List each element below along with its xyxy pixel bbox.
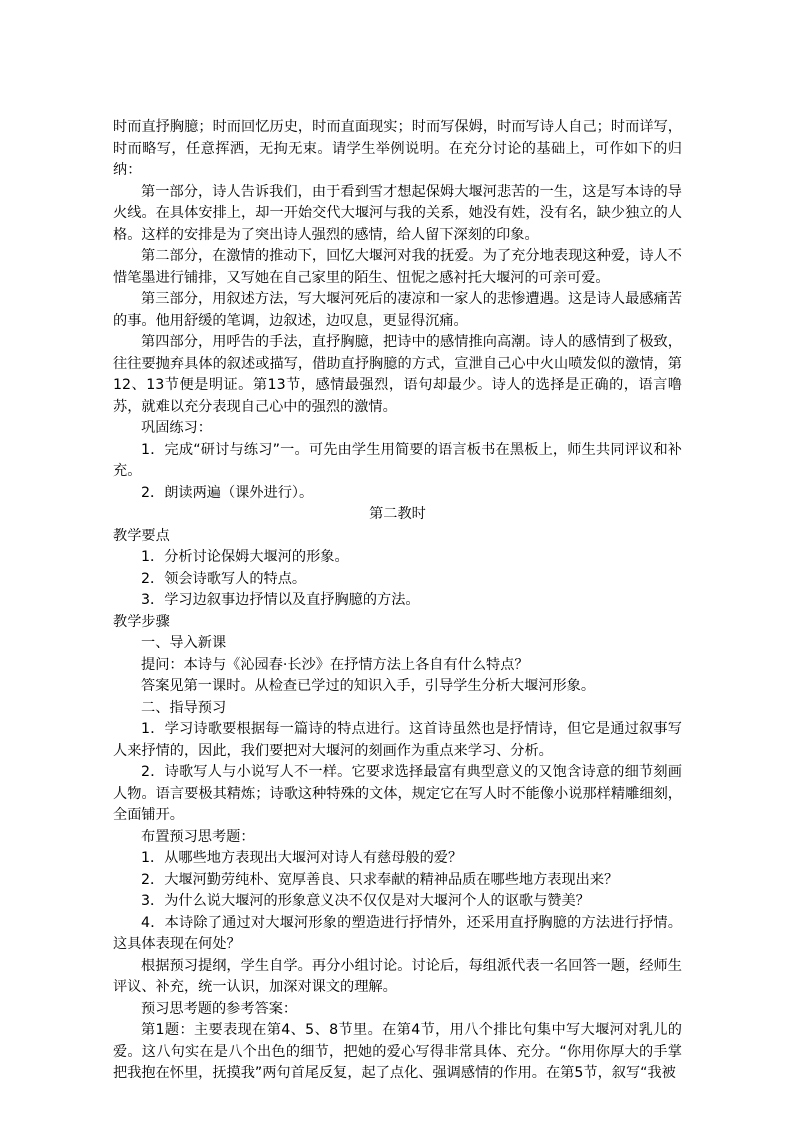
teaching-point-1: 1．分析讨论保姆大堰河的形象。 [141, 549, 349, 565]
teaching-point-2: 2．领会诗歌写人的特点。 [141, 570, 307, 587]
paragraph-practice-item-1: 1．完成“研讨与练习”一。可先由学生用简要的语言板书在黑板上，师生共同评议和补充。 [113, 441, 682, 479]
paragraph-answer: 答案见第一课时。从检查已学过的知识入手，引导学生分析大堰河形象。 [141, 678, 596, 694]
document-page [113, 117, 682, 1085]
paragraph-part-one: 第一部分，诗人告诉我们，由于看到雪才想起保姆大堰河悲苦的一生，这是写本诗的导火线。在具体安排上，却一开始交代大堰河与我的关系，她没有姓，没有名，缺少独立的人格。这样的安排是为了突出诗人强烈的感情，给人留下深刻的印象。 [113, 183, 682, 243]
paragraph-part-three: 第三部分，用叙述方法，写大堰河死后的凄凉和一家人的悲惨遭遇。这是诗人最感痛苦的事。他用舒缓的笔调，边叙述，边叹息，更显得沉痛。 [113, 291, 682, 329]
preview-item-2: 2．诗歌写人与小说写人不一样。它要求选择最富有典型意义的又饱含诗意的细节刻画人物。语言要极其精炼；诗歌这种特殊的文体，规定它在写人时不能像小说那样精雕细刻，全面铺开。 [113, 764, 682, 823]
question-1: 1．从哪些地方表现出大堰河对诗人有慈母般的爱？ [141, 850, 463, 866]
preview-item-1: 1．学习诗歌要根据每一篇诗的特点进行。这首诗虽然也是抒情诗，但它是通过叙事写人来抒情的，因此，我们要把对大堰河的刻画作为重点来学习、分析。 [113, 721, 682, 759]
question-2: 2．大堰河勤劳纯朴、宽厚善良、只求奉献的精神品质在哪些地方表现出来？ [141, 871, 619, 888]
question-4: 4．本诗除了通过对大堰河形象的塑造进行抒情外，还采用直抒胸臆的方法进行抒情。这具体表现在何处？ [113, 914, 682, 952]
paragraph-practice-item-2: 2．朗读两遍（课外进行）。 [141, 484, 314, 501]
question-3: 3．为什么说大堰河的形象意义决不仅仅是对大堰河个人的讴歌与赞美？ [141, 893, 590, 909]
teaching-point-3: 3．学习边叙事边抒情以及直抒胸臆的方法。 [141, 592, 420, 608]
paragraph-part-two: 第二部分，在激情的推动下，回忆大堰河对我的抚爱。为了充分地表现这种爱，诗人不惜笔墨进行铺排，又写她在自己家里的陌生、忸怩之感衬托大堰河的可亲可爱。 [113, 248, 682, 286]
paragraph-reference-heading: 预习思考题的参考答案： [141, 1000, 298, 1017]
heading-teaching-steps: 教学步骤 [113, 613, 170, 630]
section-title-second-lesson: 第二教时 [369, 506, 426, 522]
paragraph-question: 提问：本诗与《沁园春·长沙》在抒情方法上各自有什么特点？ [141, 656, 529, 673]
step-heading-preview: 二、指导预习 [141, 699, 227, 716]
paragraph-assignment-heading: 布置预习思考题： [141, 828, 255, 845]
step-heading-intro: 一、导入新课 [141, 635, 227, 651]
paragraph-self-study: 根据预习提纲，学生自学。再分小组讨论。讨论后，每组派代表一名回答一题，经师生评议、补充，统一认识，加深对课文的理解。 [113, 957, 682, 995]
paragraph-part-four: 第四部分，用呼告的手法，直抒胸臆，把诗中的感情推向高潮。诗人的感情到了极致，往往要抛弃具体的叙述或描写，借助直抒胸臆的方式，宣泄自己心中火山喷发似的激情，第12、13节便是明证。第13节，感情最强烈，语句却最少。诗人的选择是正确的，语言噜苏，就难以充分表现自己心中的强烈的激情。 [113, 334, 682, 415]
paragraph-practice-heading: 巩固练习： [141, 420, 212, 436]
answer-1: 第1题：主要表现在第4、5、8节里。在第4节，用八个排比句集中写大堰河对乳儿的爱。这八句实在是八个出色的细节，把她的爱心写得非常具体、充分。“你用你厚大的手掌把我抱在怀里，抚摸我”两句首尾反复，起了点化、强调感情的作用。在第5节，叙写“我被 [113, 1022, 682, 1081]
paragraph-intro: 时而直抒胸臆；时而回忆历史，时而直面现实；时而写保姆，时而写诗人自己；时而详写，时而略写，任意挥洒，无拘无束。请学生举例说明。在充分讨论的基础上，可作如下的归纳： [113, 119, 682, 178]
heading-teaching-points: 教学要点 [113, 527, 170, 544]
